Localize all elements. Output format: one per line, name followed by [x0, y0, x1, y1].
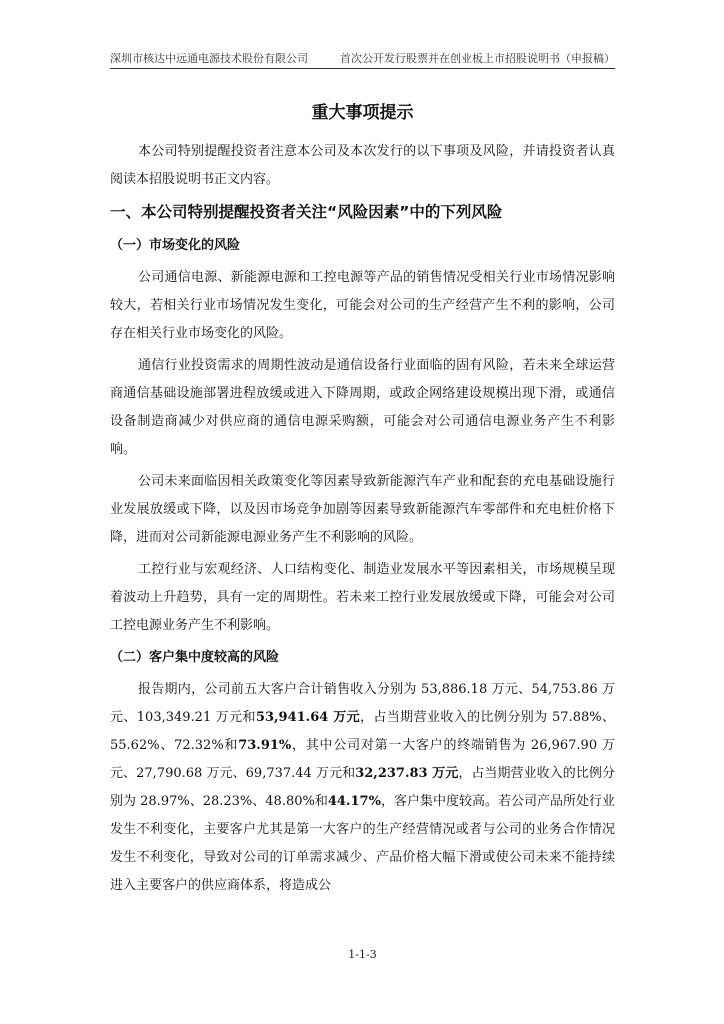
market-paragraph-3: 公司未来面临因相关政策变化等因素导致新能源汽车产业和配套的充电基础设施行业发展放缓或下降，以及因市场竞争加剧等因素导致新能源汽车零部件和充电桩价格下降，进而对公司新能源电源业务产生不利影响的风险。	[110, 474, 615, 545]
customer-bold-1: 53,941.64 万元	[255, 710, 360, 725]
header-doc-title: 首次公开发行股票并在创业板上市招股说明书（申报稿）	[340, 52, 615, 65]
customer-paragraph	[110, 676, 615, 900]
customer-text-c: ，其中公司对第一大客户的终端销售为 26,967.90 万元、27,790.68 万元、69,737.44 万元和	[110, 738, 615, 781]
customer-bold-4: 44.17%	[327, 794, 381, 809]
subsection-heading-market: （一）市场变化的风险	[110, 238, 241, 253]
customer-bold-3: 32,237.83 万元	[355, 766, 459, 781]
header-company: 深圳市核达中远通电源技术股份有限公司	[110, 52, 308, 65]
document-body	[110, 138, 615, 900]
customer-bold-2: 73.91%	[238, 738, 292, 753]
customer-text-b: ，占当期营业收入的比例分别为 57.88%、55.62%、72.32%和	[110, 710, 615, 753]
intro-paragraph: 本公司特别提醒投资者注意本公司及本次发行的以下事项及风险，并请投资者认真阅读本招股说明书正文内容。	[110, 144, 615, 187]
customer-text-e: ，客户集中度较高。若公司产品所处行业发生不利变化，主要客户尤其是第一大客户的生产经营情况或者与公司的业务合作情况发生不利变化，导致对公司的订单需求减少、产品价格大幅下滑或使公司未来不能持续进入主要客户的供应商体系，将造成公	[110, 794, 615, 893]
customer-text-a: 报告期内，公司前五大客户合计销售收入分别为 53,886.18 万元、54,753.86 万元、103,349.21 万元和	[110, 682, 615, 725]
subsection-heading-customer: （二）客户集中度较高的风险	[110, 650, 280, 665]
page-number: 1-1-3	[348, 948, 377, 961]
market-paragraph-1: 公司通信电源、新能源电源和工控电源等产品的销售情况受相关行业市场情况影响较大，若相关行业市场情况发生变化，可能会对公司的生产经营产生不利的影响，公司存在相关行业市场变化的风险。	[110, 270, 615, 341]
market-paragraph-2: 通信行业投资需求的周期性波动是通信设备行业面临的固有风险，若未来全球运营商通信基础设施部署进程放缓或进入下降周期，或政企网络建设规模出现下滑，或通信设备制造商减少对供应商的通信电源采购额，可能会对公司通信电源业务产生不利影响。	[110, 358, 615, 457]
page-title: 重大事项提示	[311, 103, 414, 123]
customer-text-d: ，占当期营业收入的比例分别为 28.97%、28.23%、48.80%和	[110, 766, 615, 809]
section-heading-1: 一、本公司特别提醒投资者关注“风险因素”中的下列风险	[110, 203, 503, 221]
market-paragraph-4: 工控行业与宏观经济、人口结构变化、制造业发展水平等因素相关，市场规模呈现着波动上升趋势，具有一定的周期性。若未来工控行业发展放缓或下降，可能会对公司工控电源业务产生不利影响。	[110, 562, 615, 633]
page-header	[110, 48, 615, 69]
